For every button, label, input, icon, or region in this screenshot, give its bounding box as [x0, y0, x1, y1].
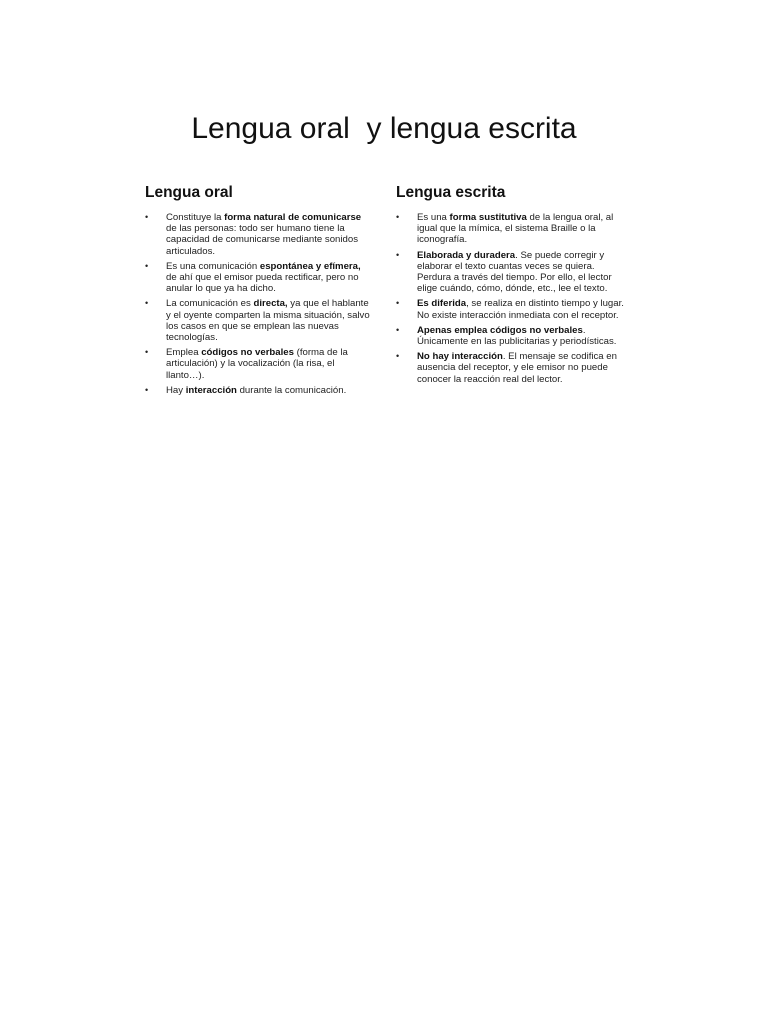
- list-item: [396, 351, 630, 385]
- bold-text: Apenas emplea códigos no verbales: [417, 324, 583, 336]
- bold-text: directa,: [253, 298, 288, 310]
- bold-text: y efímera,: [315, 260, 361, 272]
- written-language-column: [396, 184, 630, 389]
- bold-text: Es diferida: [417, 298, 467, 310]
- bold-text: forma sustitutiva: [449, 212, 527, 223]
- text: Constituye la: [166, 212, 225, 223]
- page-title: Lengua oral y lengua escrita: [191, 112, 577, 145]
- text: Emplea: [166, 347, 202, 359]
- text: de la lengua oral, al igual que la mímica, el sistema Braille o la iconografía.: [417, 212, 614, 246]
- list-item: [145, 385, 370, 396]
- bold-text: códigos no verbales: [201, 347, 294, 359]
- oral-language-list: [145, 212, 370, 396]
- text: Es una: [417, 212, 450, 223]
- list-item: [396, 298, 630, 320]
- text: (forma de la articulación) y la vocalización (la risa, el llanto…).: [166, 347, 348, 381]
- text: Es una comunicación: [166, 260, 260, 272]
- bold-text: No hay interacción: [417, 351, 503, 363]
- list-item: [396, 325, 630, 347]
- list-item: [396, 212, 630, 246]
- text: . Se puede corregir y elaborar el texto cuantas veces se quiera. Perdura a través del tiempo. Por ello, el lector elige cuándo, cómo, dónde, etc., lee el texto.: [417, 249, 612, 295]
- bold-text: forma natural de comunicarse: [224, 212, 362, 223]
- written-language-heading: Lengua escrita: [396, 184, 506, 201]
- text: ya que el hablante y el oyente comparten la misma situación, salvo los casos en que se emplean las nuevas tecnologías.: [166, 298, 370, 344]
- bold-text: interacción: [185, 384, 237, 396]
- oral-language-column: [145, 184, 370, 400]
- text: , se realiza en distinto tiempo y lugar. No existe interacción inmediata con el receptor.: [417, 298, 624, 321]
- bold-text: espontánea: [259, 260, 314, 272]
- list-item: [145, 347, 370, 381]
- bold-text: Elaborada y duradera: [417, 249, 516, 261]
- text: . El mensaje se codifica en ausencia del receptor, y ele emisor no puede conocer la reacción real del lector.: [417, 351, 617, 385]
- text: Hay: [166, 384, 186, 396]
- list-item: [145, 298, 370, 343]
- text: La comunicación es: [166, 298, 254, 310]
- text: de las personas: todo ser humano tiene la capacidad de comunicarse mediante sonidos articulados.: [166, 223, 358, 257]
- text: durante la comunicación.: [236, 384, 347, 396]
- written-language-list: [396, 212, 630, 385]
- list-item: [145, 212, 370, 257]
- text: . Únicamente en las publicitarias y periodísticas.: [417, 324, 617, 348]
- text: de ahí que el emisor pueda rectificar, pero no anular lo que ya ha dicho.: [166, 272, 359, 295]
- oral-language-heading: Lengua oral: [145, 184, 233, 201]
- list-item: [396, 250, 630, 295]
- list-item: [145, 261, 370, 295]
